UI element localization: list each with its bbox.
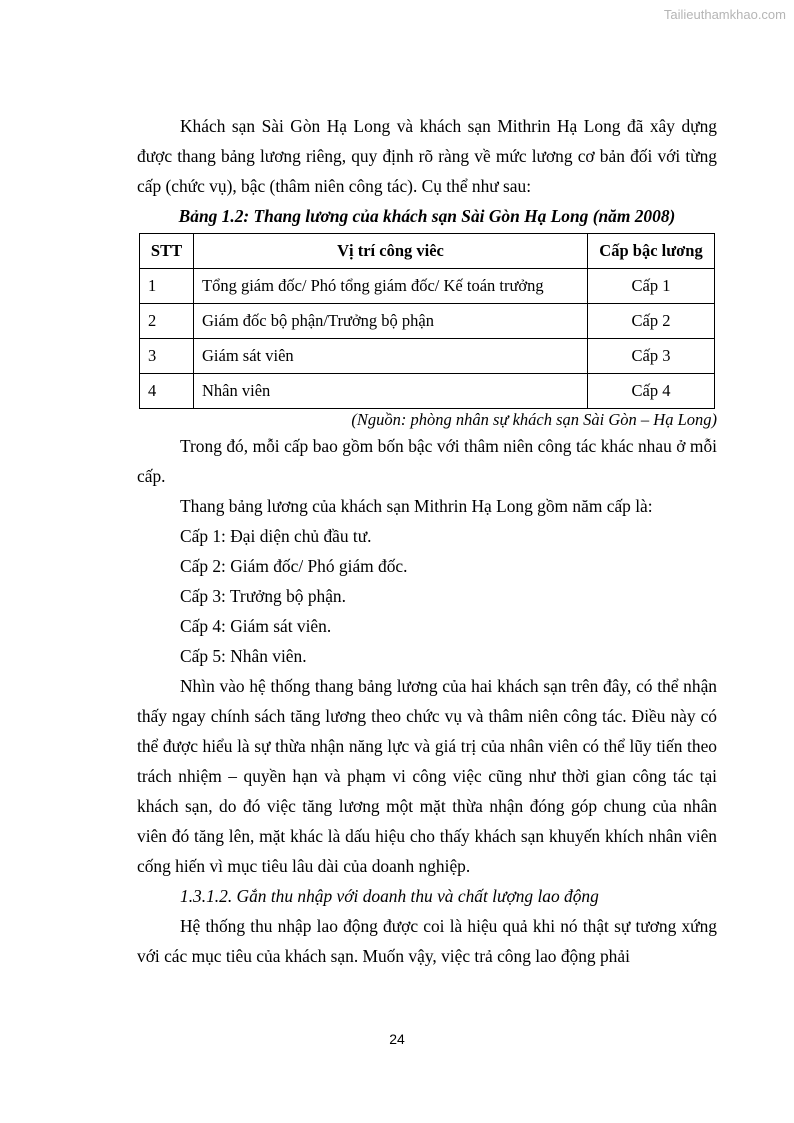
- paragraph-levels-note: Trong đó, mỗi cấp bao gồm bốn bậc với thâm niên công tác khác nhau ở mỗi cấp.: [137, 436, 717, 486]
- cell-stt: 3: [140, 339, 194, 374]
- section-heading: 1.3.1.2. Gắn thu nhập với doanh thu và chất lượng lao động: [180, 886, 599, 906]
- cell-position: Tổng giám đốc/ Phó tổng giám đốc/ Kế toán trưởng: [194, 269, 588, 304]
- cell-level: Cấp 4: [588, 374, 715, 409]
- intro-paragraph: Khách sạn Sài Gòn Hạ Long và khách sạn Mithrin Hạ Long đã xây dựng được thang bảng lương riêng, quy định rõ ràng về mức lương cơ bản đối với từng cấp (chức vụ), bậc (thâm niên công tác). Cụ thể như sau:: [137, 116, 717, 196]
- paragraph-income-system: Hệ thống thu nhập lao động được coi là hiệu quả khi nó thật sự tương xứng với các mục tiêu của khách sạn. Muốn vậy, việc trả công lao động phải: [137, 916, 717, 966]
- cell-position: Giám sát viên: [194, 339, 588, 374]
- level-item: Cấp 4: Giám sát viên.: [180, 616, 332, 636]
- table-row: [140, 304, 715, 339]
- header-level: Cấp bậc lương: [588, 234, 715, 269]
- table-row: [140, 339, 715, 374]
- cell-stt: 2: [140, 304, 194, 339]
- header-stt: STT: [140, 234, 194, 269]
- paragraph-analysis: Nhìn vào hệ thống thang bảng lương của hai khách sạn trên đây, có thể nhận thấy ngay chính sách tăng lương theo chức vụ và thâm niên công tác. Điều này có thể được hiểu là sự thừa nhận năng lực và giá trị của nhân viên có thể lũy tiến theo trách nhiệm – quyền hạn và phạm vi công việc cũng như thời gian công tác tại khách sạn, do đó việc tăng lương một mặt thừa nhận đóng góp chung của nhân viên đó tăng lên, mặt khác là dấu hiệu cho thấy khách sạn khuyến khích nhân viên cống hiến vì mục tiêu lâu dài của doanh nghiệp.: [137, 676, 717, 876]
- cell-stt: 1: [140, 269, 194, 304]
- paragraph-mithrin-intro: Thang bảng lương của khách sạn Mithrin Hạ Long gồm năm cấp là:: [180, 496, 653, 516]
- salary-table: [139, 233, 715, 409]
- table-row: [140, 269, 715, 304]
- table-row: [140, 374, 715, 409]
- page-number: 24: [389, 1031, 405, 1047]
- header-position: Vị trí công viêc: [194, 234, 588, 269]
- table-header-row: [140, 234, 715, 269]
- cell-level: Cấp 2: [588, 304, 715, 339]
- table-source: (Nguồn: phòng nhân sự khách sạn Sài Gòn – Hạ Long): [351, 410, 717, 429]
- level-item: Cấp 2: Giám đốc/ Phó giám đốc.: [180, 556, 408, 576]
- table-caption: Bảng 1.2: Thang lương của khách sạn Sài Gòn Hạ Long (năm 2008): [178, 206, 676, 226]
- level-item: Cấp 1: Đại diện chủ đầu tư.: [180, 526, 372, 546]
- cell-position: Nhân viên: [194, 374, 588, 409]
- cell-level: Cấp 3: [588, 339, 715, 374]
- cell-level: Cấp 1: [588, 269, 715, 304]
- page-content: [137, 111, 717, 971]
- watermark: Tailieuthamkhao.com: [663, 7, 786, 22]
- cell-stt: 4: [140, 374, 194, 409]
- level-item: Cấp 5: Nhân viên.: [180, 646, 307, 666]
- cell-position: Giám đốc bộ phận/Trưởng bộ phận: [194, 304, 588, 339]
- level-item: Cấp 3: Trưởng bộ phận.: [180, 586, 346, 606]
